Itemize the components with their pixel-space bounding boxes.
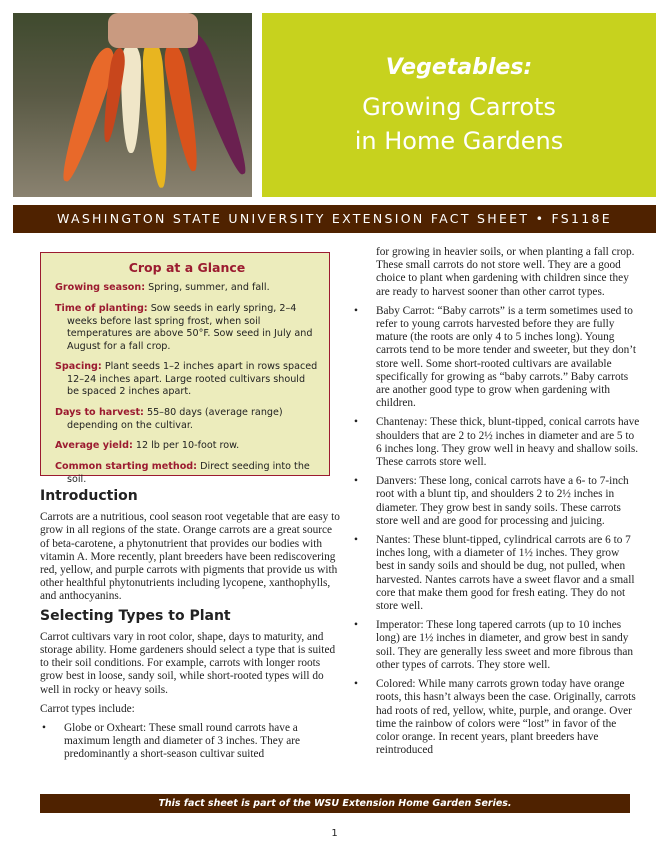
glance-item: Growing season: Spring, summer, and fall. xyxy=(55,282,270,294)
subtitle: Vegetables: xyxy=(385,55,533,80)
glance-item: Average yield: 12 lb per 10-foot row. xyxy=(55,440,240,452)
selecting-heading: Selecting Types to Plant xyxy=(40,607,231,624)
title-banner xyxy=(262,13,656,197)
list-item: • Chantenay: These thick, blunt-tipped, conical carrots have shoulders that are 2 to 2½ inches in diameter and are 5 to 6 inches long. They grow well in heavy and shallow soils. These carrots store well. xyxy=(376,416,640,469)
glance-item: Days to harvest: 55–80 days (average range) depending on the cultivar. xyxy=(55,407,283,431)
list-item: • Danvers: These long, conical carrots have a 6- to 7-inch root with a blunt tip, and shoulders 2 to 2½ inches in diameter. They grow best in sandy soils. These carrots store well and are good for processing and juicing. xyxy=(376,475,640,528)
page-title xyxy=(262,90,656,158)
list-item: • Nantes: These blunt-tipped, cylindrical carrots are 6 to 7 inches long, with a diameter of 1½ inches. They grow best in sandy soils and should be dug, not pulled, when harvested. Nantes carrots have a sweet flavor and a small core that make them good for fresh eating. They do not store well. xyxy=(376,534,640,613)
title-line-2: in Home Gardens xyxy=(354,127,564,155)
page-number: 1 xyxy=(331,828,338,839)
glance-item: Common starting method: Direct seeding into the soil. xyxy=(55,461,310,485)
list-item: • Imperator: These long tapered carrots (up to 10 inches long) are 1½ inches in diameter, and grow best in sandy soil. They are generally less sweet and more fibrous than other types of carrots. They store well. xyxy=(376,619,640,672)
list-item: • Baby Carrot: “Baby carrots” is a term sometimes used to refer to young carrots harvested before they are fully mature (the roots are only 4 to 5 inches long). Young carrots tend to be more tender and sweeter, but they don’t store well. Some short-rooted cultivars are available specifically for growing as “baby carrots.” Baby carrots are another good type to grow when gardening with children. xyxy=(376,305,640,411)
crop-at-a-glance-box xyxy=(40,252,330,485)
glance-item: Time of planting: Sow seeds in early spring, 2–4 weeks before last spring frost, when soil temperatures are above 50°F. Sow seed in July and August for a fall crop. xyxy=(55,303,313,352)
series-bar: WASHINGTON STATE UNIVERSITY EXTENSION FACT SHEET • FS118E xyxy=(13,205,656,233)
list-item: • Globe or Oxheart: These small round carrots have a maximum length and diameter of 3 inches. They are predominantly a short-season cultivar suited xyxy=(64,722,342,762)
left-column xyxy=(40,490,342,768)
series-footer: This fact sheet is part of the WSU Extension Home Garden Series. xyxy=(40,794,630,813)
title-line-1: Growing Carrots xyxy=(362,93,556,121)
right-column xyxy=(376,246,640,763)
types-intro: Carrot types include: xyxy=(40,702,135,715)
list-item: • Colored: While many carrots grown today have orange roots, this hasn’t always been the case. Originally, carrots had roots of red, yellow, white, purple, and orange. Over time the rainbow of colors were “lost” in favor of the color orange. In recent years, plant breeders have reintroduced xyxy=(376,678,640,757)
carrots-photo xyxy=(13,13,252,197)
intro-text: Carrots are a nutritious, cool season root vegetable that are easy to grow in all regions of the state. Orange carrots are a great source of beta-carotene, a phytonutrient that provides our bodies with vitamin A. More recently, plant breeders have been rediscovering red, yellow, and purple carrots with pigments that provide us with other healthful phytonutrients including lycopene, xanthophylls, and anthocyanins. xyxy=(40,511,340,603)
glance-title: Crop at a Glance xyxy=(128,260,246,275)
intro-heading: Introduction xyxy=(40,488,138,504)
selecting-text: Carrot cultivars vary in root color, shape, days to maturity, and storage ability. Home gardeners should select a type that is suited to their soil conditions. For example, carrots with longer roots grow best in loose, sandy soil, while short-rooted types will do well in rocky or heavy soils. xyxy=(40,630,336,696)
glance-item: Spacing: Plant seeds 1–2 inches apart in rows spaced 12–24 inches apart. Large rooted cultivars should be spaced 2 inches apart. xyxy=(55,361,318,398)
list-item-continued: for growing in heavier soils, or when planting a fall crop. These small carrots do not store well. They are a good choice to plant when gardening with children since they are ready to harvest sooner than other carrot types. xyxy=(376,246,635,298)
